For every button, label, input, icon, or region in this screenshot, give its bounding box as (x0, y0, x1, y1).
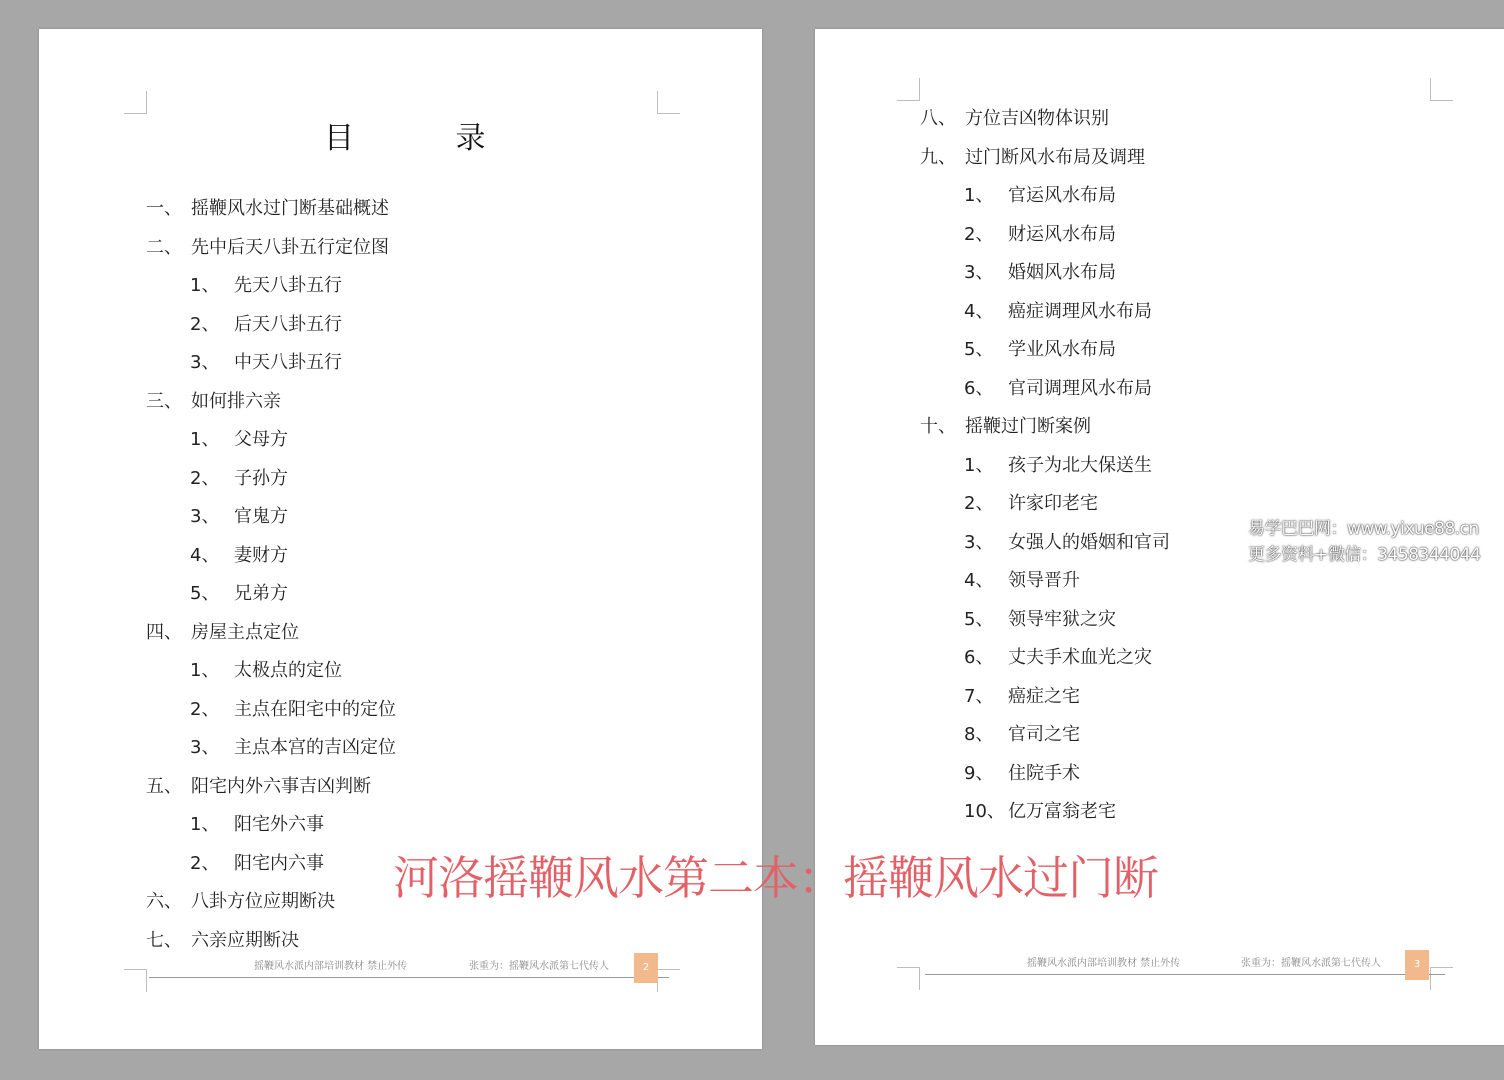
toc-entry-text: 住院手术 (1008, 762, 1080, 784)
toc-subentry (146, 806, 706, 845)
toc-subentry (146, 306, 706, 345)
toc-entry-number: 3、 (190, 737, 220, 758)
page-number-badge: 3 (1405, 950, 1429, 980)
footer-right-text: 张重为：摇鞭风水派第七代传人 (1241, 958, 1381, 969)
toc-entry-number: 2、 (190, 313, 220, 335)
toc-entry-text: 领导晋升 (1008, 570, 1080, 591)
toc-entry-text: 癌症调理风水布局 (1008, 300, 1152, 322)
watermark-line-1: 易学巴巴网：www.yixue88.cn (1248, 519, 1479, 539)
toc-subentry (920, 793, 1420, 832)
toc-entry-text: 先中后天八卦五行定位图 (191, 236, 389, 258)
toc-entry (146, 922, 706, 961)
toc-entry-text: 亿万富翁老宅 (1008, 801, 1116, 822)
toc-entry (920, 100, 1420, 139)
toc-entry-text: 丈夫手术血光之灾 (1008, 647, 1152, 668)
toc-entry-text: 先天八卦五行 (234, 275, 342, 296)
toc-subentry (146, 729, 706, 768)
crop-mark (1430, 78, 1453, 101)
table-of-contents (146, 190, 706, 960)
toc-entry-text: 后天八卦五行 (234, 313, 342, 335)
toc-entry-text: 六亲应期断决 (191, 929, 299, 951)
toc-entry-text: 孩子为北大保送生 (1008, 454, 1152, 476)
toc-entry-number: 十、 (920, 416, 956, 437)
toc-entry-text: 摇鞭过门断案例 (965, 416, 1091, 437)
toc-title: 目 录 (324, 121, 532, 156)
toc-subentry (920, 639, 1420, 678)
toc-entry-number: 5、 (190, 583, 220, 604)
toc-entry-text: 阳宅内六事 (234, 852, 324, 874)
crop-mark (657, 91, 680, 114)
toc-entry-number: 三、 (146, 390, 182, 412)
page-footer (925, 954, 1445, 975)
toc-entry-text: 方位吉凶物体识别 (965, 108, 1109, 129)
overlay-caption: 河洛摇鞭风水第二本：摇鞭风水过门断 (393, 851, 1158, 905)
toc-subentry (920, 447, 1420, 486)
footer-left-text: 摇鞭风水派内部培训教材 禁止外传 (1027, 958, 1181, 969)
toc-subentry (146, 460, 706, 499)
toc-entry-text: 学业风水布局 (1008, 339, 1116, 360)
site-watermark (1248, 516, 1480, 568)
toc-entry-number: 1、 (964, 185, 994, 206)
toc-subentry (146, 652, 706, 691)
toc-entry-text: 癌症之宅 (1008, 685, 1080, 707)
footer-left-text: 摇鞭风水派内部培训教材 禁止外传 (254, 961, 408, 972)
footer-right-text: 张重为：摇鞭风水派第七代传人 (469, 961, 609, 972)
toc-entry-number: 5、 (964, 339, 994, 360)
toc-subentry (146, 575, 706, 614)
toc-entry (920, 139, 1420, 178)
toc-entry-text: 太极点的定位 (234, 660, 342, 681)
toc-subentry (920, 254, 1420, 293)
toc-entry-number: 6、 (964, 377, 994, 399)
toc-entry-number: 1、 (190, 275, 220, 296)
toc-entry-text: 领导牢狱之灾 (1008, 608, 1116, 630)
watermark-line-2: 更多资料+微信：3458344044 (1248, 545, 1481, 565)
toc-entry-number: 7、 (964, 685, 994, 707)
toc-entry-number: 1、 (190, 660, 220, 681)
toc-entry-text: 中天八卦五行 (234, 352, 342, 373)
page-footer (149, 957, 669, 978)
toc-entry-text: 财运风水布局 (1008, 223, 1116, 245)
toc-subentry (146, 537, 706, 576)
toc-entry-number: 2、 (964, 493, 994, 514)
toc-subentry (146, 267, 706, 306)
toc-subentry (920, 716, 1420, 755)
toc-subentry (146, 421, 706, 460)
crop-mark (897, 967, 920, 990)
toc-entry-number: 10、 (964, 801, 1005, 822)
toc-entry-text: 主点在阳宅中的定位 (234, 698, 396, 720)
toc-entry-number: 六、 (146, 891, 182, 912)
toc-entry-number: 4、 (190, 544, 220, 566)
toc-entry-text: 官鬼方 (234, 506, 288, 527)
toc-entry-number: 2、 (190, 698, 220, 720)
page-number-badge: 2 (634, 953, 658, 983)
crop-mark (897, 78, 920, 101)
toc-entry-number: 1、 (190, 814, 220, 835)
toc-entry-number: 八、 (920, 108, 956, 129)
toc-entry-number: 4、 (964, 300, 994, 322)
toc-entry-number: 2、 (964, 223, 994, 245)
toc-entry-text: 父母方 (234, 429, 288, 450)
toc-entry-text: 许家印老宅 (1008, 493, 1098, 514)
toc-entry-number: 3、 (964, 262, 994, 283)
toc-subentry (920, 331, 1420, 370)
toc-entry-text: 房屋主点定位 (191, 621, 299, 643)
toc-entry-text: 婚姻风水布局 (1008, 262, 1116, 283)
toc-entry-number: 3、 (190, 352, 220, 373)
toc-entry-number: 九、 (920, 146, 956, 168)
toc-subentry (920, 293, 1420, 332)
crop-mark (124, 969, 147, 992)
toc-subentry (920, 678, 1420, 717)
toc-entry-number: 3、 (190, 506, 220, 527)
toc-entry-number: 4、 (964, 570, 994, 591)
toc-entry-number: 2、 (190, 852, 220, 874)
toc-entry-number: 3、 (964, 531, 994, 553)
toc-entry-number: 五、 (146, 775, 182, 797)
toc-entry-number: 2、 (190, 467, 220, 489)
toc-entry (920, 408, 1420, 447)
toc-entry (146, 229, 706, 268)
toc-subentry (920, 755, 1420, 794)
toc-subentry (146, 498, 706, 537)
toc-entry (146, 383, 706, 422)
crop-mark (124, 91, 147, 114)
toc-entry-text: 阳宅外六事 (234, 814, 324, 835)
toc-subentry (920, 601, 1420, 640)
toc-entry-text: 女强人的婚姻和官司 (1008, 531, 1170, 553)
toc-entry-text: 官司之宅 (1008, 724, 1080, 745)
toc-entry-text: 阳宅内外六事吉凶判断 (191, 775, 371, 797)
toc-entry-text: 主点本宫的吉凶定位 (234, 737, 396, 758)
toc-entry-number: 5、 (964, 608, 994, 630)
toc-entry-number: 1、 (964, 454, 994, 476)
toc-entry-text: 兄弟方 (234, 583, 288, 604)
toc-entry-text: 妻财方 (234, 544, 288, 566)
toc-subentry (920, 177, 1420, 216)
table-of-contents-continued (920, 100, 1420, 832)
toc-entry-text: 摇鞭风水过门断基础概述 (191, 198, 389, 219)
toc-subentry (920, 370, 1420, 409)
toc-entry-number: 9、 (964, 762, 994, 784)
toc-entry-number: 1、 (190, 429, 220, 450)
toc-entry-text: 官司调理风水布局 (1008, 377, 1152, 399)
toc-entry-text: 子孙方 (234, 467, 288, 489)
toc-entry-text: 官运风水布局 (1008, 185, 1116, 206)
toc-subentry (146, 344, 706, 383)
toc-entry-number: 二、 (146, 236, 182, 258)
toc-entry-text: 过门断风水布局及调理 (965, 146, 1145, 168)
toc-subentry (920, 216, 1420, 255)
toc-subentry (146, 691, 706, 730)
toc-entry (146, 768, 706, 807)
toc-entry-number: 8、 (964, 724, 994, 745)
toc-entry-number: 一、 (146, 198, 182, 219)
toc-entry-text: 八卦方位应期断决 (191, 891, 335, 912)
toc-entry-number: 6、 (964, 647, 994, 668)
toc-entry-number: 四、 (146, 621, 182, 643)
toc-entry-text: 如何排六亲 (191, 390, 281, 412)
toc-entry-number: 七、 (146, 929, 182, 951)
toc-entry (146, 190, 706, 229)
toc-entry (146, 614, 706, 653)
